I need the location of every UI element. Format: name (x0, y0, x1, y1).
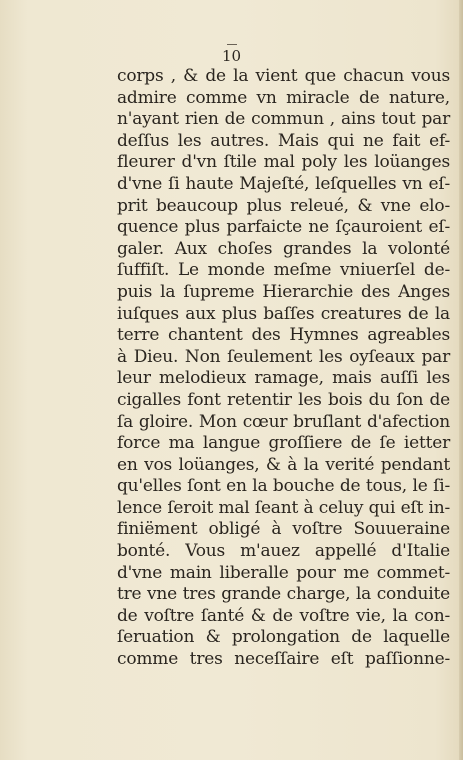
text-line: force ma langue groſſiere de ſe ietter (117, 433, 450, 454)
text-line: n'ayant rien de commun , ains tout par (117, 109, 450, 130)
text-line: terre chantent des Hymnes agreables (117, 325, 450, 346)
text-line: d'vne ſi haute Majeſté, leſquelles vn eſ- (117, 173, 450, 194)
text-line: qu'elles ſont en la bouche de tous, le ſi- (117, 476, 450, 497)
text-line: ſuffiſt. Le monde meſme vniuerſel de- (117, 260, 450, 281)
text-line: lence ſeroit mal ſeant à celuy qui eſt in- (117, 497, 450, 518)
text-line: finiëment obligé à voſtre Souueraine (117, 519, 450, 540)
text-line: deſſus les autres. Mais qui ne fait ef- (117, 130, 450, 151)
text-line: corps , & de la vient que chacun vous (117, 66, 450, 86)
text-line: puis la ſupreme Hierarchie des Anges (117, 281, 450, 302)
page-edge-shadow (459, 0, 463, 760)
text-line: en vos loüanges, & à la verité pendant (117, 454, 450, 475)
page-number: 10 (0, 44, 463, 65)
text-line: de voſtre ſanté & de voſtre vie, la con- (117, 605, 450, 626)
text-line: ſa gloire. Mon cœur bruſlant d'afection (117, 411, 450, 432)
text-line: leur melodieux ramage, mais auſſi les (117, 368, 450, 389)
text-line: prit beaucoup plus releué, & vne elo- (117, 195, 450, 216)
text-line: cigalles font retentir les bois du ſon de (117, 389, 450, 410)
text-line: admire comme vn miracle de nature, (117, 87, 450, 108)
text-line: quence plus parfaicte ne ſçauroient eſ- (117, 217, 450, 238)
text-line: comme tres neceſſaire eſt paſſionne- (117, 649, 450, 670)
text-line: tre vne tres grande charge, la conduite (117, 584, 450, 605)
text-line: bonté. Vous m'auez appellé d'Italie (117, 541, 450, 562)
text-line: ſeruation & prolongation de laquelle (117, 627, 450, 648)
text-line: d'vne main liberalle pour me commet- (117, 562, 450, 583)
body-text (117, 66, 450, 671)
text-line: iuſques aux plus baſſes creatures de la (117, 303, 450, 324)
text-line: fleurer d'vn ſtile mal poly les loüanges (117, 152, 450, 173)
text-line: à Dieu. Non ſeulement les oyſeaux par (117, 346, 450, 367)
text-line: galer. Aux choſes grandes la volonté (117, 238, 450, 259)
